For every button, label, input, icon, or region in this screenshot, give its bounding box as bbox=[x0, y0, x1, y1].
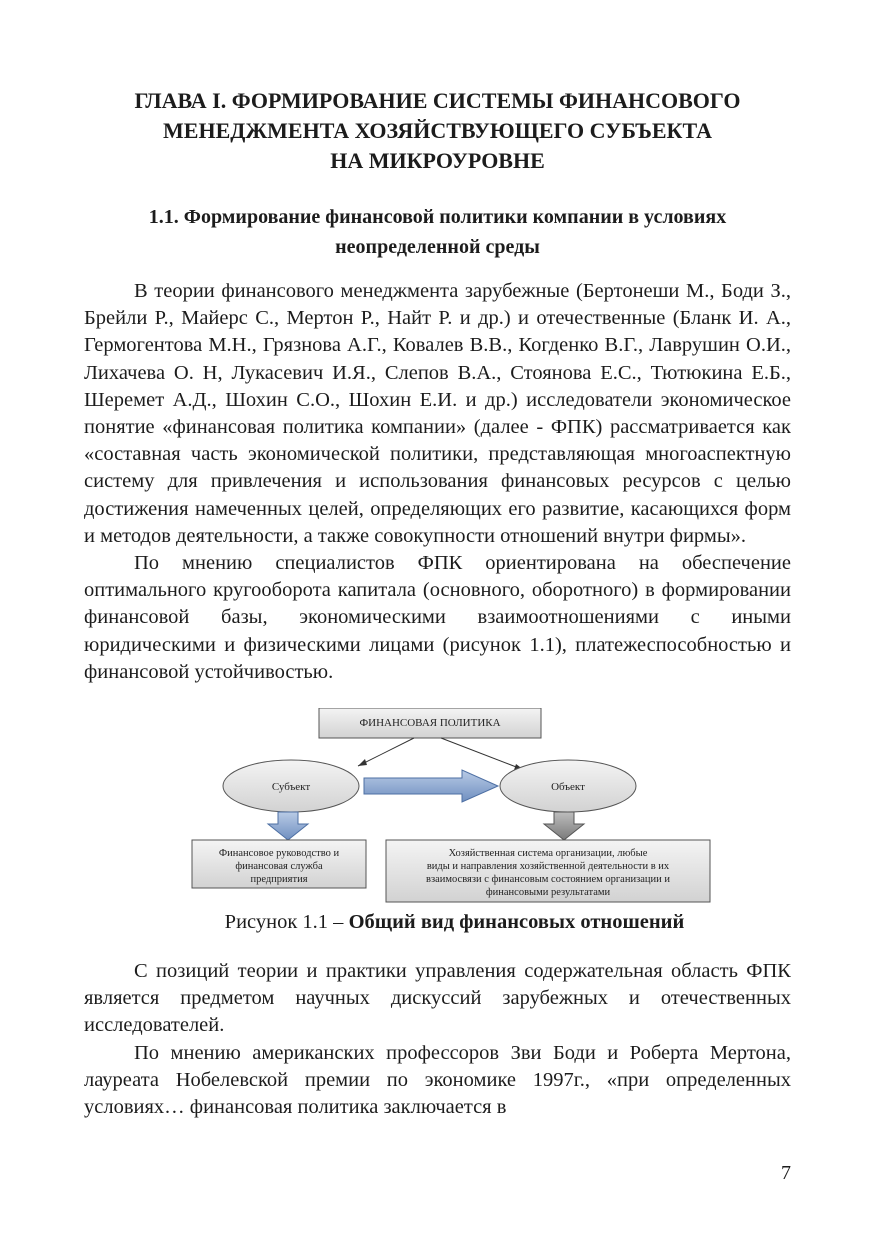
chapter-title-line: МЕНЕДЖМЕНТА ХОЗЯЙСТВУЮЩЕГО СУБЪЕКТА bbox=[163, 118, 712, 143]
arrow-to-object bbox=[441, 738, 524, 770]
figure-diagram bbox=[84, 708, 791, 908]
paragraph: По мнению специалистов ФПК ориентирована на обеспечение оптимального кругооборота капитала (основного, оборотного) в формировании финансовой базы, экономическими взаимоотношениями с иными юридическими и физическими лицами (рисунок 1.1), платежеспособностью и финансовой устойчивостью. bbox=[84, 552, 791, 683]
chapter-title bbox=[84, 86, 791, 176]
paragraph: С позиций теории и практики управления содержательная область ФПК является предметом научных дискуссий зарубежных и отечественных исследователей. bbox=[84, 960, 791, 1037]
caption-prefix: Рисунок 1.1 – bbox=[224, 911, 349, 934]
object-down-arrow bbox=[544, 812, 584, 840]
right-box-line: взаимосвязи с финансовым состоянием организации и bbox=[426, 874, 670, 886]
paragraph: В теории финансового менеджмента зарубежные (Бертонеши М., Боди З., Брейли Р., Майерс С., Мертон Р., Найт Р. и др.) и отечественные (Бланк И. А., Гермогентова М.Н., Грязнова А.Г., Ковалев В.В., Когденко В.Г., Лаврушин О.И., Лихачева О. Н, Лукасевич И.Я., Слепов В.А., Стоянова Е.С., Тютюкина Е.Б., Шеремет А.Д., Шохин С.О., Шохин Е.И. и др.) исследователи экономическое понятие «финансовая политика компании» (далее - ФПК) рассматривается как «составная часть экономической политики, представляющая многоаспектную систему для привлечения и использования финансовых ресурсов с целью достижения намеченных целей, определяющих его развитие, касающихся форм и методов деятельности, а также совокупности отношений внутри фирмы». bbox=[84, 280, 791, 547]
page-content bbox=[84, 86, 791, 1121]
chapter-title-line: ГЛАВА I. ФОРМИРОВАНИЕ СИСТЕМЫ ФИНАНСОВОГО bbox=[134, 88, 741, 113]
right-box-line: финансовыми результатами bbox=[485, 887, 611, 899]
paragraph: По мнению американских профессоров Зви Боди и Роберта Мертона, лауреата Нобелевской премии по экономике 1997г., «при определенных условиях… финансовая политика заключается в bbox=[84, 1041, 791, 1119]
left-box-line: Финансовое руководство и bbox=[218, 848, 340, 860]
subject-to-object-arrow bbox=[364, 770, 498, 802]
diagram-svg bbox=[84, 708, 791, 908]
left-box-line: предприятия bbox=[250, 874, 308, 886]
section-title bbox=[84, 202, 791, 262]
subject-down-arrow bbox=[268, 812, 308, 840]
left-box-line: финансовая служба bbox=[235, 861, 323, 873]
subject-label: Субъект bbox=[271, 781, 311, 794]
figure-caption bbox=[118, 908, 791, 936]
page-number: 7 bbox=[781, 1162, 791, 1184]
chapter-title-line: НА МИКРОУРОВНЕ bbox=[330, 148, 545, 173]
object-label: Объект bbox=[551, 781, 585, 794]
caption-title: Общий вид финансовых отношений bbox=[348, 911, 685, 934]
top-box-label: ФИНАНСОВАЯ ПОЛИТИКА bbox=[359, 717, 501, 730]
arrow-to-subject bbox=[358, 738, 414, 766]
right-box-line: Хозяйственная система организации, любые bbox=[448, 848, 648, 860]
section-title-line: неопределенной среды bbox=[335, 236, 540, 258]
section-title-line: 1.1. Формирование финансовой политики компании в условиях bbox=[148, 206, 727, 228]
right-box-line: виды и направления хозяйственной деятельности в их bbox=[426, 861, 670, 873]
